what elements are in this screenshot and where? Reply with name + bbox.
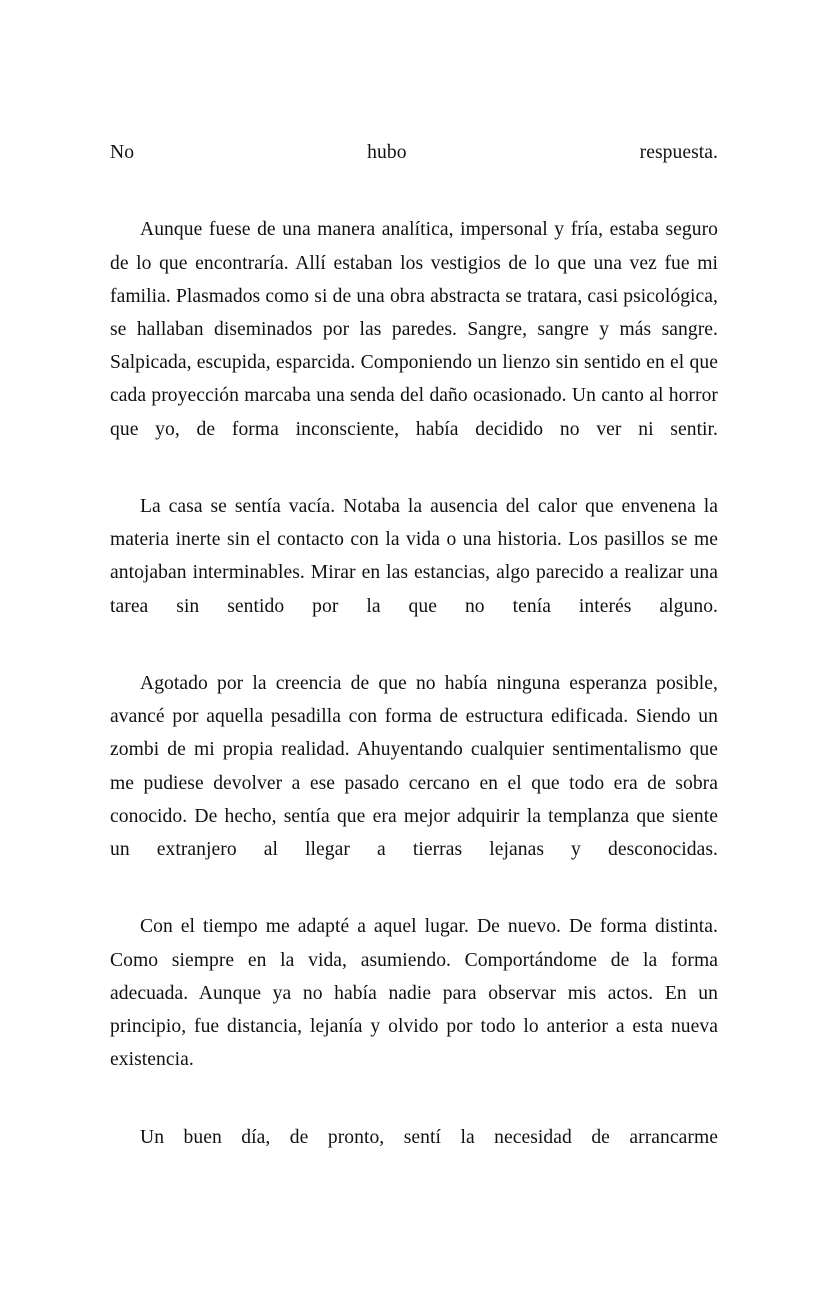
paragraph: Aunque fuese de una manera analítica, impersonal y fría, estaba seguro de lo que encontraría. Allí estaban los vestigios de lo que una vez fue mi familia. Plasmados como si de una obra abstracta se tratara, casi psicológica, se hallaban diseminados por las paredes. Sangre, sangre y más sangre. Salpicada, escupida, esparcida. Componiendo un lienzo sin sentido en el que cada proyección marcaba una senda del daño ocasionado. Un canto al horror que yo, de forma inconsciente, había decidido no ver ni sentir.: [110, 219, 718, 440]
paragraph: Con el tiempo me adapté a aquel lugar. De nuevo. De forma distinta. Como siempre en la vida, asumiendo. Comportándome de la forma adecuada. Aunque ya no había nadie para observar mis actos. En un principio, fue distancia, lejanía y olvido por todo lo anterior a esta nueva existencia.: [110, 916, 718, 1071]
paragraph: No hubo respuesta.: [110, 142, 718, 163]
body-text-block: [110, 136, 718, 1187]
paragraph: Agotado por la creencia de que no había ninguna esperanza posible, avancé por aquella pesadilla con forma de estructura edificada. Siendo un zombi de mi propia realidad. Ahuyentando cualquier sentimentalismo que me pudiese devolver a ese pasado cercano en el que todo era de sobra conocido. De hecho, sentía que era mejor adquirir la templanza que siente un extranjero al llegar a tierras lejanas y desconocidas.: [110, 673, 718, 861]
paragraph: Un buen día, de pronto, sentí la necesidad de arrancarme: [140, 1126, 718, 1148]
paragraph: La casa se sentía vacía. Notaba la ausencia del calor que envenena la materia inerte sin el contacto con la vida o una historia. Los pasillos se me antojaban interminables. Mirar en las estancias, algo parecido a realizar una tarea sin sentido por la que no tenía interés alguno.: [110, 496, 718, 617]
